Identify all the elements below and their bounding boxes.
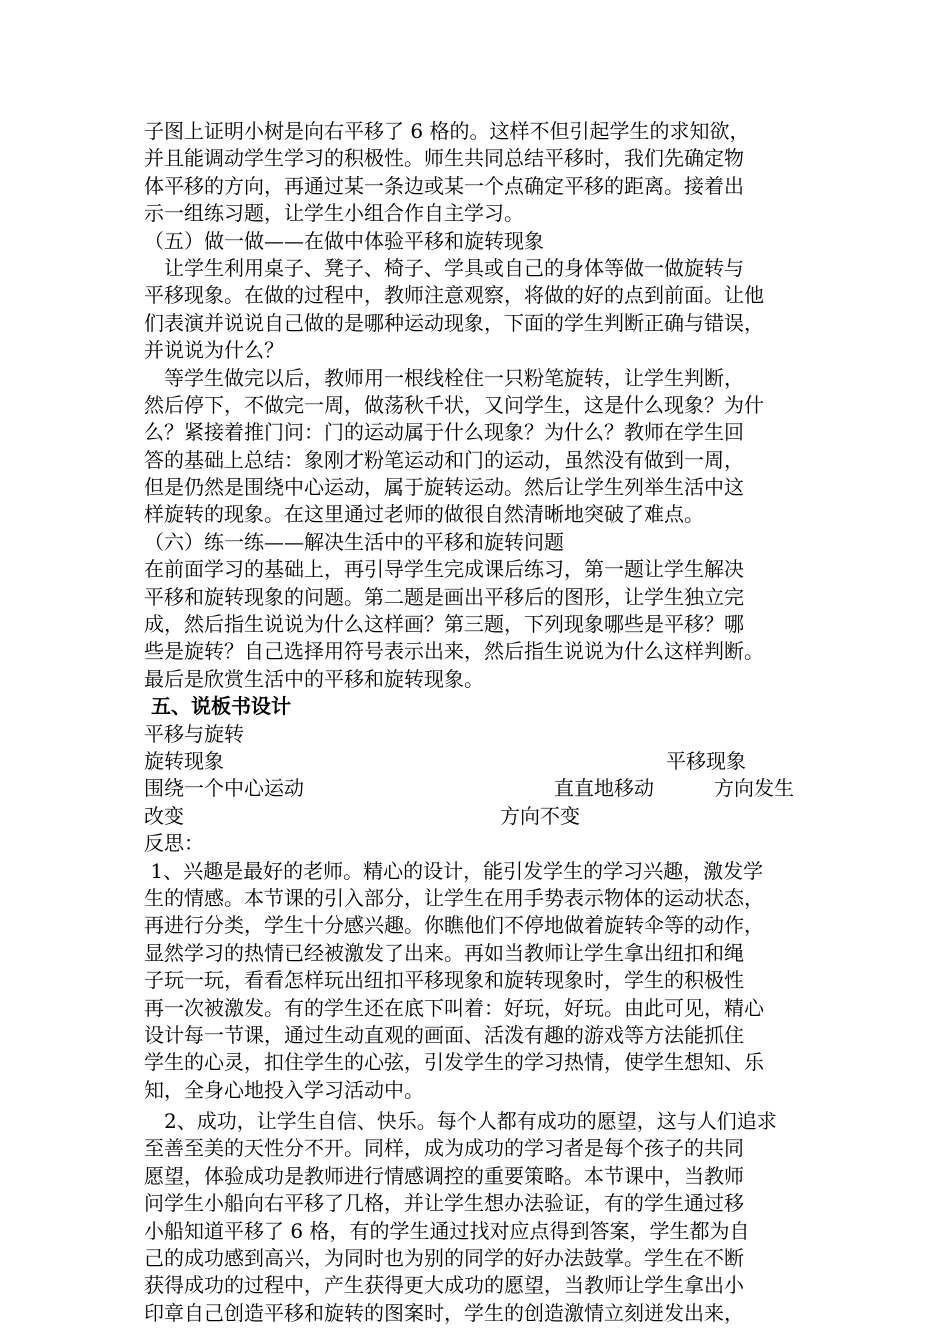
text-line: 么？紧接着推门问：门的运动属于什么现象？为什么？教师在学生回 (144, 420, 744, 445)
text-line: 并且能调动学生学习的积极性。师生共同总结平移时，我们先确定物 (144, 146, 744, 171)
text-line: 获得成功的过程中，产生获得更大成功的愿望，当教师让学生拿出小 (144, 1273, 744, 1298)
text-line: 们表演并说说自己做的是哪种运动现象，下面的学生判断正确与错误， (144, 310, 764, 335)
text-line: 等学生做完以后，教师用一根线栓住一只粉笔旋转，让学生判断， (144, 365, 744, 390)
text-line: 示一组练习题，让学生小组合作自主学习。 (144, 201, 524, 226)
board-translation-desc: 直直地移动 (554, 776, 654, 801)
board-rotation-direction: 方向发生 (714, 776, 794, 801)
text-line: 印章自己创造平移和旋转的图案时，学生的创造激情立刻迸发出来， (144, 1300, 744, 1325)
text-line: 小船知道平移了 6 格，有的学生通过找对应点得到答案，学生都为自 (144, 1218, 750, 1243)
text-line: 1、兴趣是最好的老师。精心的设计，能引发学生的学习兴趣，激发学 (144, 858, 764, 883)
text-line: 知，全身心地投入学习活动中。 (144, 1077, 424, 1102)
text-line: 己的成功感到高兴，为同时也为别的同学的好办法鼓掌。学生在不断 (144, 1246, 744, 1271)
text-line: 愿望，体验成功是教师进行情感调控的重要策略。本节课中，当教师 (144, 1163, 744, 1188)
text-line: 生的情感。本节课的引入部分，让学生在用手势表示物体的运动状态， (144, 885, 764, 910)
board-rotation-desc: 围绕一个中心运动 (144, 776, 304, 801)
text-line: 在前面学习的基础上，再引导学生完成课后练习，第一题让学生解决 (144, 557, 744, 582)
board-rotation-direction-cont: 改变 (144, 803, 184, 828)
text-line: 2、成功，让学生自信、快乐。每个人都有成功的愿望，这与人们追求 (144, 1109, 777, 1134)
text-line: 然后停下，不做完一周，做荡秋千状，又问学生，这是什么现象？为什 (144, 392, 764, 417)
paragraph-do-activity (144, 255, 816, 365)
board-row-desc-2 (144, 803, 816, 830)
text-line: 最后是欣赏生活中的平移和旋转现象。 (144, 666, 484, 691)
text-line: 体平移的方向，再通过某一条边或某一个点确定平移的距离。接着出 (144, 173, 744, 198)
text-line: 平移现象。在做的过程中，教师注意观察，将做的好的点到前面。让他 (144, 283, 764, 308)
board-translation-direction: 方向不变 (500, 803, 580, 828)
text-line: 至善至美的天性分不开。同样，成为成功的学习者是每个孩子的共同 (144, 1136, 744, 1161)
text-line: 答的基础上总结：象刚才粉笔运动和门的运动，虽然没有做到一周， (144, 447, 744, 472)
board-design (144, 721, 816, 831)
section-heading-six: （六）练一练——解决生活中的平移和旋转问题 (144, 529, 564, 554)
board-design-heading: 五、说板书设计 (144, 694, 291, 719)
text-line: 再进行分类，学生十分感兴趣。你瞧他们不停地做着旋转伞等的动作， (144, 913, 764, 938)
board-row-labels (144, 748, 816, 775)
text-line: 让学生利用桌子、凳子、椅子、学具或自己的身体等做一做旋转与 (144, 255, 744, 280)
text-line: 学生的心灵，扣住学生的心弦，引发学生的学习热情，使学生想知、乐 (144, 1050, 764, 1075)
board-row-desc-1 (144, 775, 816, 802)
text-line: 平移和旋转现象的问题。第二题是画出平移后的图形，让学生独立完 (144, 584, 744, 609)
text-line: 些是旋转？自己选择用符号表示出来，然后指生说说为什么这样判断。 (144, 639, 764, 664)
paragraph-translation-summary (144, 118, 816, 228)
text-line: 子图上证明小树是向右平移了 6 格的。这样不但引起学生的求知欲， (144, 119, 750, 143)
reflection-paragraph-success (144, 1108, 816, 1327)
board-title: 平移与旋转 (144, 721, 244, 746)
board-translation-label: 平移现象 (666, 748, 746, 773)
document-page (144, 118, 816, 1327)
reflection-paragraph-interest (144, 858, 816, 1105)
text-line: 子玩一玩，看看怎样玩出纽扣平移现象和旋转现象时，学生的积极性 (144, 968, 744, 993)
text-line: 并说说为什么？ (144, 338, 284, 363)
text-line: 问学生小船向右平移了几格，并让学生想办法验证，有的学生通过移 (144, 1191, 744, 1216)
text-line: 成，然后指生说说为什么这样画？第三题，下列现象哪些是平移？哪 (144, 612, 744, 637)
section-heading-five: （五）做一做——在做中体验平移和旋转现象 (144, 228, 544, 253)
text-line: 显然学习的热情已经被激发了出来。再如当教师让学生拿出纽扣和绳 (144, 940, 744, 965)
board-rotation-label: 旋转现象 (144, 748, 224, 773)
text-line: 再一次被激发。有的学生还在底下叫着：好玩，好玩。由此可见，精心 (144, 995, 764, 1020)
paragraph-chalk-demo (144, 365, 816, 529)
reflection-heading: 反思： (144, 831, 204, 856)
text-line: 设计每一节课，通过生动直观的画面、活泼有趣的游戏等方法能抓住 (144, 1022, 744, 1047)
text-line: 但是仍然是围绕中心运动，属于旋转运动。然后让学生列举生活中这 (144, 475, 744, 500)
text-line: 样旋转的现象。在这里通过老师的做很自然清晰地突破了难点。 (144, 502, 704, 527)
paragraph-practice (144, 556, 816, 693)
